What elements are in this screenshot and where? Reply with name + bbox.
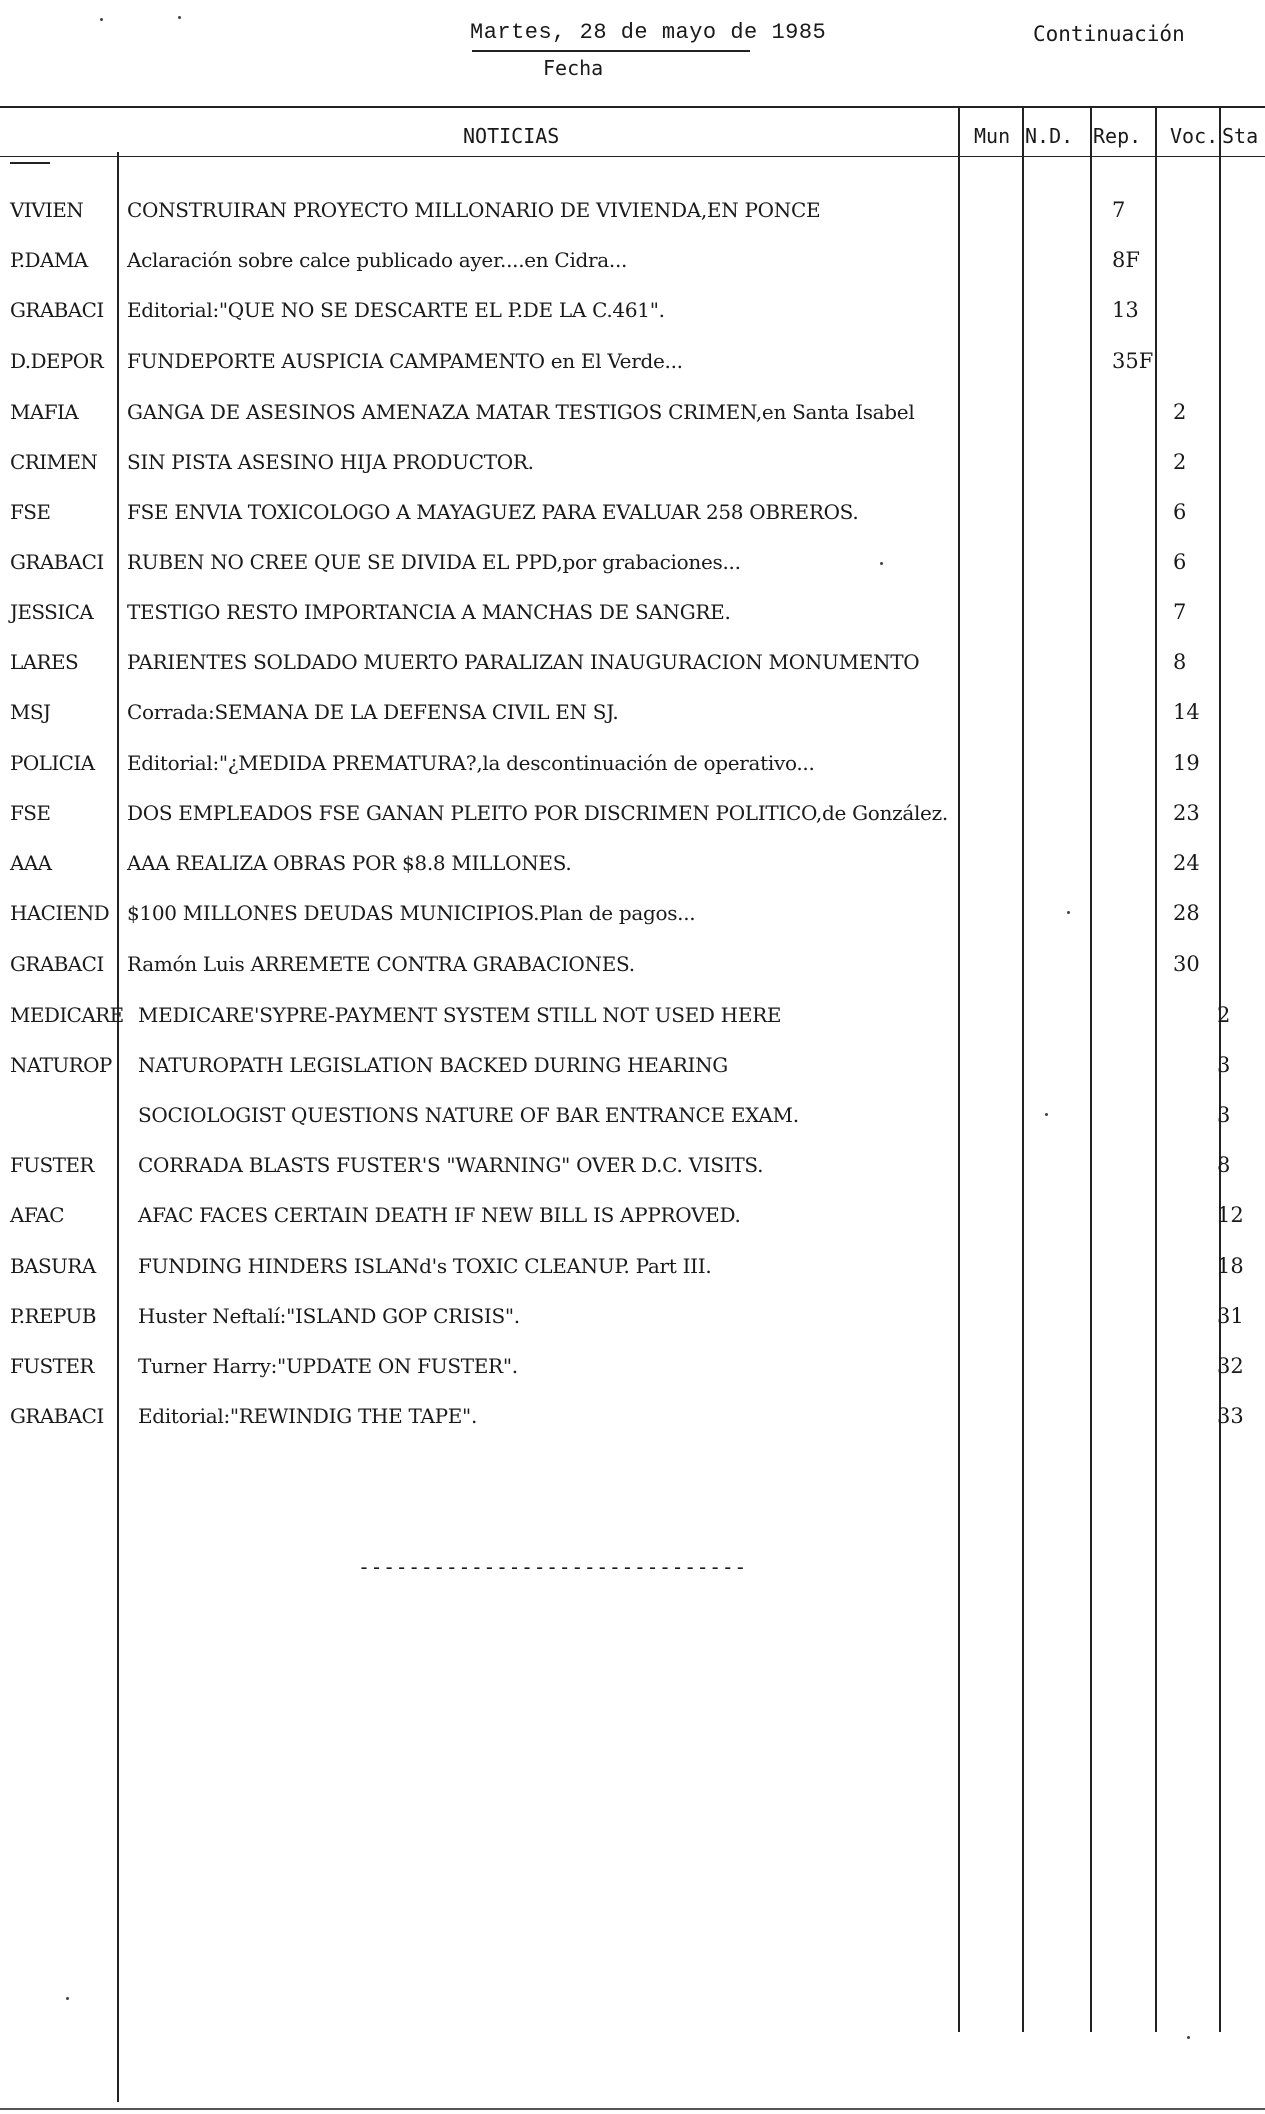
list-item bbox=[0, 400, 1265, 440]
item-headline: FUNDEPORTE AUSPICIA CAMPAMENTO en El Verde... bbox=[127, 349, 683, 373]
item-code: GRABACI bbox=[10, 1404, 104, 1428]
list-item bbox=[0, 1153, 1265, 1193]
item-code: HACIEND bbox=[10, 901, 110, 925]
item-code: MSJ bbox=[10, 700, 51, 724]
item-headline: Turner Harry:"UPDATE ON FUSTER". bbox=[138, 1354, 518, 1378]
item-rep: 7 bbox=[1112, 198, 1126, 222]
column-header-nd: N.D. bbox=[1025, 124, 1074, 148]
item-headline: SIN PISTA ASESINO HIJA PRODUCTOR. bbox=[127, 450, 534, 474]
header-bottom-rule bbox=[0, 156, 1265, 157]
item-code: P.REPUB bbox=[10, 1304, 96, 1328]
item-voc: 8 bbox=[1173, 650, 1187, 674]
list-item bbox=[0, 1304, 1265, 1344]
scan-speck bbox=[66, 1997, 69, 2000]
list-item bbox=[0, 1254, 1265, 1294]
item-headline: CORRADA BLASTS FUSTER'S "WARNING" OVER D.C. VISITS. bbox=[138, 1153, 764, 1177]
item-headline: Ramón Luis ARREMETE CONTRA GRABACIONES. bbox=[127, 952, 635, 976]
item-sta: 8 bbox=[1217, 1153, 1231, 1177]
item-voc: 14 bbox=[1173, 700, 1200, 724]
item-voc: 6 bbox=[1173, 500, 1187, 524]
item-code: VIVIEN bbox=[10, 198, 84, 222]
item-sta: 3 bbox=[1217, 1103, 1231, 1127]
list-item bbox=[0, 1003, 1265, 1043]
item-code: POLICIA bbox=[10, 751, 95, 775]
item-sta: 12 bbox=[1217, 1203, 1244, 1227]
item-code: MAFIA bbox=[10, 400, 79, 424]
item-sta: 3 bbox=[1217, 1053, 1231, 1077]
list-item bbox=[0, 901, 1265, 941]
scan-speck bbox=[1067, 911, 1070, 914]
item-headline: AFAC FACES CERTAIN DEATH IF NEW BILL IS APPROVED. bbox=[138, 1203, 741, 1227]
date-underline bbox=[472, 50, 750, 52]
item-code: FUSTER bbox=[10, 1153, 94, 1177]
item-code: FSE bbox=[10, 801, 51, 825]
item-headline: PARIENTES SOLDADO MUERTO PARALIZAN INAUGURACION MONUMENTO bbox=[127, 650, 920, 674]
item-headline: GANGA DE ASESINOS AMENAZA MATAR TESTIGOS CRIMEN,en Santa Isabel bbox=[127, 400, 915, 424]
item-code: NATUROP bbox=[10, 1053, 112, 1077]
item-headline: DOS EMPLEADOS FSE GANAN PLEITO POR DISCRIMEN POLITICO,de González. bbox=[127, 801, 948, 825]
end-separator: ------------------------------- bbox=[358, 1555, 747, 1579]
item-voc: 19 bbox=[1173, 751, 1200, 775]
table-top-rule bbox=[0, 106, 1265, 108]
item-code: MEDICARE bbox=[10, 1003, 124, 1027]
list-item bbox=[0, 349, 1265, 389]
item-voc: 30 bbox=[1173, 952, 1200, 976]
item-code: D.DEPOR bbox=[10, 349, 104, 373]
item-voc: 2 bbox=[1173, 450, 1187, 474]
list-item bbox=[0, 851, 1265, 891]
item-headline: RUBEN NO CREE QUE SE DIVIDA EL PPD,por grabaciones... bbox=[127, 550, 741, 574]
column-header-mun: Mun bbox=[974, 124, 1011, 148]
item-voc: 7 bbox=[1173, 600, 1187, 624]
item-headline: NATUROPATH LEGISLATION BACKED DURING HEARING bbox=[138, 1053, 728, 1077]
item-headline: Huster Neftalí:"ISLAND GOP CRISIS". bbox=[138, 1304, 520, 1328]
item-headline: Editorial:"REWINDIG THE TAPE". bbox=[138, 1404, 478, 1428]
list-item bbox=[0, 700, 1265, 740]
item-sta: 32 bbox=[1217, 1354, 1244, 1378]
item-headline: MEDICARE'SYPRE-PAYMENT SYSTEM STILL NOT USED HERE bbox=[138, 1003, 782, 1027]
list-item bbox=[0, 1103, 1265, 1143]
item-voc: 6 bbox=[1173, 550, 1187, 574]
item-headline: AAA REALIZA OBRAS POR $8.8 MILLONES. bbox=[127, 851, 572, 875]
item-voc: 2 bbox=[1173, 400, 1187, 424]
date-label: Fecha bbox=[543, 56, 604, 80]
list-item bbox=[0, 1404, 1265, 1444]
list-item bbox=[0, 600, 1265, 640]
item-sta: 2 bbox=[1217, 1003, 1231, 1027]
list-item bbox=[0, 298, 1265, 338]
list-item bbox=[0, 1203, 1265, 1243]
code-column-tick bbox=[10, 162, 50, 164]
list-item bbox=[0, 500, 1265, 540]
scan-speck bbox=[178, 16, 181, 19]
item-sta: 31 bbox=[1217, 1304, 1244, 1328]
item-sta: 18 bbox=[1217, 1254, 1244, 1278]
item-rep: 8F bbox=[1112, 248, 1140, 272]
item-headline: FUNDING HINDERS ISLANd's TOXIC CLEANUP. Part III. bbox=[138, 1254, 712, 1278]
item-code: GRABACI bbox=[10, 298, 104, 322]
list-item bbox=[0, 650, 1265, 690]
list-item bbox=[0, 248, 1265, 288]
item-headline: SOCIOLOGIST QUESTIONS NATURE OF BAR ENTRANCE EXAM. bbox=[138, 1103, 799, 1127]
column-header-sta: Sta bbox=[1222, 124, 1259, 148]
column-header-noticias: NOTICIAS bbox=[463, 124, 560, 148]
item-code: AFAC bbox=[10, 1203, 64, 1227]
list-item bbox=[0, 550, 1265, 590]
item-code: GRABACI bbox=[10, 952, 104, 976]
scan-speck bbox=[100, 18, 103, 21]
item-rep: 35F bbox=[1112, 349, 1154, 373]
list-item bbox=[0, 751, 1265, 791]
list-item bbox=[0, 1354, 1265, 1394]
column-header-voc: Voc. bbox=[1170, 124, 1219, 148]
item-sta: 33 bbox=[1217, 1404, 1244, 1428]
item-voc: 24 bbox=[1173, 851, 1200, 875]
scan-speck bbox=[1045, 1113, 1048, 1116]
item-code: GRABACI bbox=[10, 550, 104, 574]
scan-speck bbox=[880, 562, 883, 565]
list-item bbox=[0, 952, 1265, 992]
list-item bbox=[0, 450, 1265, 490]
continuation-label: Continuación bbox=[1033, 22, 1185, 46]
item-code: FSE bbox=[10, 500, 51, 524]
item-headline: FSE ENVIA TOXICOLOGO A MAYAGUEZ PARA EVALUAR 258 OBREROS. bbox=[127, 500, 859, 524]
item-headline: Corrada:SEMANA DE LA DEFENSA CIVIL EN SJ. bbox=[127, 700, 619, 724]
item-code: LARES bbox=[10, 650, 79, 674]
item-headline: Editorial:"QUE NO SE DESCARTE EL P.DE LA C.461". bbox=[127, 298, 665, 322]
item-headline: TESTIGO RESTO IMPORTANCIA A MANCHAS DE SANGRE. bbox=[127, 600, 731, 624]
item-headline: $100 MILLONES DEUDAS MUNICIPIOS.Plan de pagos... bbox=[127, 901, 696, 925]
item-voc: 28 bbox=[1173, 901, 1200, 925]
item-code: FUSTER bbox=[10, 1354, 94, 1378]
item-headline: Editorial:"¿MEDIDA PREMATURA?,la descontinuación de operativo... bbox=[127, 751, 815, 775]
scan-speck bbox=[1187, 2036, 1190, 2039]
item-code: P.DAMA bbox=[10, 248, 88, 272]
list-item bbox=[0, 1053, 1265, 1093]
item-voc: 23 bbox=[1173, 801, 1200, 825]
item-headline: CONSTRUIRAN PROYECTO MILLONARIO DE VIVIENDA,EN PONCE bbox=[127, 198, 821, 222]
item-code: CRIMEN bbox=[10, 450, 98, 474]
page-bottom-rule bbox=[0, 2108, 1265, 2110]
list-item bbox=[0, 198, 1265, 238]
item-headline: Aclaración sobre calce publicado ayer....en Cidra... bbox=[127, 248, 628, 272]
item-code: BASURA bbox=[10, 1254, 96, 1278]
item-code: JESSICA bbox=[10, 600, 94, 624]
item-rep: 13 bbox=[1112, 298, 1139, 322]
column-header-rep: Rep. bbox=[1093, 124, 1142, 148]
item-code: AAA bbox=[10, 851, 52, 875]
date-value: Martes, 28 de mayo de 1985 bbox=[470, 20, 827, 45]
list-item bbox=[0, 801, 1265, 841]
